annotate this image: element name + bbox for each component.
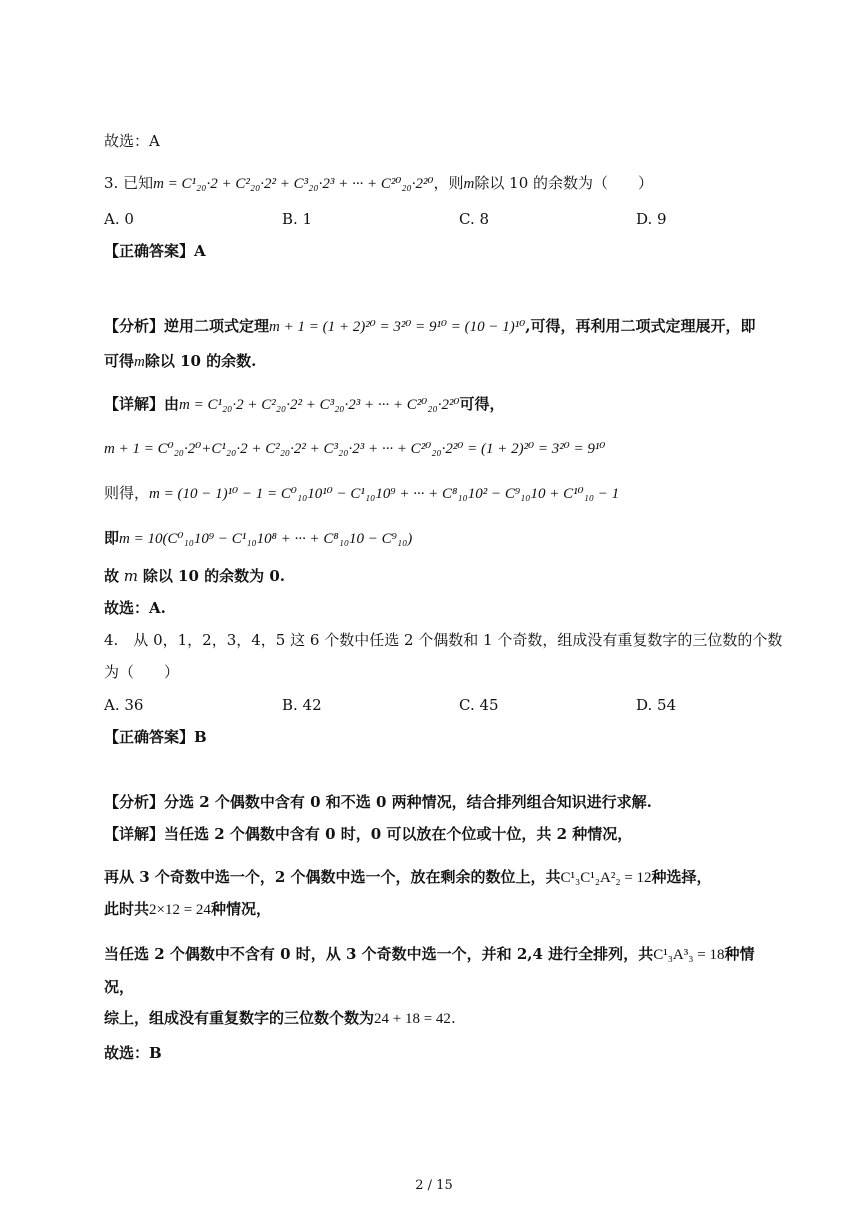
q3-option-c: C. 8 <box>459 210 490 228</box>
q4-analysis: 【分析】分选 2 个偶数中含有 0 和不选 0 两种情况，结合排列组合知识进行求解. <box>104 793 652 811</box>
q3-option-b: B. 1 <box>282 210 313 228</box>
q4-detail-line3 <box>104 898 271 921</box>
q4-detail-line5: 况， <box>104 978 135 996</box>
q3-detail-label: 【详解】由 <box>104 395 180 413</box>
q3-then-line <box>104 482 619 505</box>
q4-times-expression: 2×12 = 24 <box>149 902 211 918</box>
q3-analysis-text2: 可得 <box>104 352 135 370</box>
q3-option-a: A. 0 <box>104 210 134 228</box>
q3-var-m: m <box>463 176 475 192</box>
q3-suffix: ，则 <box>433 174 464 192</box>
q4-option-c: C. 45 <box>459 696 499 714</box>
q3-ie-line <box>104 527 412 550</box>
q3-option-d: D. 9 <box>636 210 667 228</box>
q4-sum-expression: 24 + 18 = 42 <box>374 1011 451 1027</box>
q3-conclusion-var-m: m <box>123 567 139 585</box>
q3-choice: 故选：A. <box>104 599 166 617</box>
q3-then-expression: m = (10 − 1)¹⁰ − 1 = C⁰₁₀10¹⁰ − C¹₁₀10⁹ + ··· + C⁸₁₀10² − C⁹₁₀10 + C¹⁰₁₀ − 1 <box>149 486 620 502</box>
q4-detail-3b: 种情况， <box>210 900 271 918</box>
question-3 <box>104 172 653 195</box>
q3-detail-line1 <box>104 393 504 416</box>
q4-detail-2a: 再从 3 个奇数中选一个，2 个偶数中选一个，放在剩余的数位上，共 <box>104 868 561 886</box>
q3-conclusion-a: 故 <box>104 567 120 585</box>
q4-option-d: D. 54 <box>636 696 677 714</box>
q3-answer: 【正确答案】A <box>104 242 206 260</box>
q4-detail-4b: 种情 <box>724 945 755 963</box>
q3-analysis-text: ,可得，再利用二项式定理展开，即 <box>525 317 756 335</box>
q3-analysis-text3: 除以 10 的余数. <box>144 352 257 370</box>
q4-perm-expression: C¹₃C¹₂A²₂ = 12 <box>560 870 652 886</box>
q3-ie-expression: m = 10(C⁰₁₀10⁹ − C¹₁₀10⁸ + ··· + C⁸₁₀10 − C⁹₁₀) <box>119 531 413 547</box>
q3-conclusion-b: 除以 10 的余数为 0. <box>142 567 286 585</box>
q3-conclusion <box>104 565 285 587</box>
q3-analysis-line1 <box>104 315 755 338</box>
q3-detail-expansion: m + 1 = C⁰₂₀·2⁰+C¹₂₀·2 + C²₂₀·2² + C³₂₀·2³ + ··· + C²⁰₂₀·2²⁰ = (1 + 2)²⁰ = 3²⁰ = 9¹⁰ <box>104 441 606 457</box>
question-4-line1: 4. 从 0，1，2，3，4，5 这 6 个数中任选 2 个偶数和 1 个奇数，组成没有重复数字的三位数的个数 <box>104 631 783 649</box>
q4-detail-line1: 【详解】当任选 2 个偶数中含有 0 时，0 可以放在个位或十位，共 2 种情况， <box>104 825 633 843</box>
q3-m-expression: m = C¹₂₀·2 + C²₂₀·2² + C³₂₀·2³ + ··· + C²⁰₂₀·2²⁰ <box>153 176 434 192</box>
q4-detail-6a: 综上，组成没有重复数字的三位数个数为 <box>104 1009 375 1027</box>
q3-analysis-expression: m + 1 = (1 + 2)²⁰ = 3²⁰ = 9¹⁰ = (10 − 1)¹⁰ <box>269 319 526 335</box>
q3-tail: 除以 10 的余数为（ ） <box>474 174 654 192</box>
q4-option-b: B. 42 <box>282 696 322 714</box>
q4-detail-line6: 综上，组成没有重复数字的三位数个数为24 + 18 = 42. <box>104 1009 456 1027</box>
q4-answer: 【正确答案】B <box>104 728 207 746</box>
q3-ie-label: 即 <box>104 529 120 547</box>
q3-then-label: 则得， <box>104 484 150 502</box>
q3-analysis-var-m: m <box>134 354 145 370</box>
question-4-line2: 为（ ） <box>104 663 180 681</box>
q4-detail-line2 <box>104 866 712 889</box>
q4-detail-line4 <box>104 943 754 966</box>
q3-prefix: 3. 已知 <box>104 174 154 192</box>
q4-detail-4a: 当任选 2 个偶数中不含有 0 时，从 3 个奇数中选一个，并和 2,4 进行全排列，共 <box>104 945 654 963</box>
q3-detail-text: 可得， <box>459 395 505 413</box>
q3-analysis-line2 <box>104 350 256 373</box>
q4-perm2-expression: C¹₃A³₃ = 18 <box>653 947 725 963</box>
q4-detail-2b: 种选择， <box>651 868 712 886</box>
q4-option-a: A. 36 <box>104 696 144 714</box>
q4-choice: 故选：B <box>104 1044 162 1062</box>
previous-choice: 故选：A <box>104 132 160 150</box>
page-number: 2 / 15 <box>415 1178 453 1193</box>
q3-analysis-label: 【分析】逆用二项式定理 <box>104 317 270 335</box>
q3-detail-expression: m = C¹₂₀·2 + C²₂₀·2² + C³₂₀·2³ + ··· + C²⁰₂₀·2²⁰ <box>179 397 460 413</box>
q4-detail-3a: 此时共 <box>104 900 150 918</box>
